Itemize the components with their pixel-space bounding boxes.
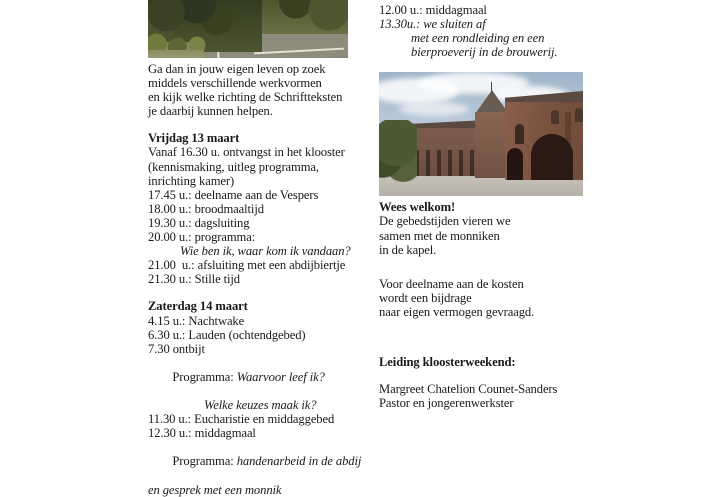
friday-line: 21.30 u.: Stille tijd — [148, 272, 241, 287]
leadership-role: Pastor en jongerenwerkster — [379, 396, 514, 411]
saturday-programme-label-2: Programma: — [172, 454, 234, 469]
saturday-programme-row-2 — [148, 440, 360, 482]
friday-line: (kennismaking, uitleg programma, — [148, 159, 319, 174]
sunday-section — [379, 3, 594, 59]
friday-heading: Vrijdag 13 maart — [148, 131, 240, 146]
saturday-section — [148, 299, 360, 496]
welcome-line: De gebedstijden vieren we — [379, 214, 511, 229]
intro-line: en kijk welke richting de Schriftteksten — [148, 90, 343, 105]
leadership-section — [379, 355, 594, 410]
costs-line: wordt een bijdrage — [379, 290, 472, 305]
intro-line: je daarbij kunnen helpen. — [148, 104, 273, 119]
saturday-programme-row — [148, 356, 360, 398]
friday-line: 21.00 u.: afsluiting met een abdijbiertje — [148, 258, 346, 273]
welcome-line: samen met de monniken — [379, 228, 500, 243]
saturday-line: 4.15 u.: Nachtwake — [148, 313, 245, 328]
saturday-line: 6.30 u.: Lauden (ochtendgebed) — [148, 327, 306, 342]
friday-line: 17.45 u.: deelname aan de Vespers — [148, 187, 319, 202]
costs-section — [379, 277, 594, 319]
friday-line: Vanaf 16.30 u. ontvangst in het klooster — [148, 145, 345, 160]
saturday-programme-theme-1: Waarvoor leef ik? — [236, 369, 325, 384]
sunday-closing-line-2: bierproeverij in de brouwerij. — [411, 45, 558, 60]
saturday-heading: Zaterdag 14 maart — [148, 299, 248, 314]
saturday-programme-theme-3: handenarbeid in de abdij — [236, 454, 362, 469]
right-column — [379, 0, 594, 410]
left-column — [148, 0, 360, 497]
intro-paragraph — [148, 62, 360, 118]
welcome-line: in de kapel. — [379, 242, 437, 257]
saturday-line: 7.30 ontbijt — [148, 341, 205, 356]
costs-line: naar eigen vermogen gevraagd. — [379, 304, 535, 319]
saturday-programme-theme-2: Welke keuzes maak ik? — [204, 398, 317, 413]
friday-section — [148, 131, 360, 286]
welcome-section — [379, 200, 594, 256]
saturday-line: 11.30 u.: Eucharistie en middaggebed — [148, 412, 335, 427]
intro-line: Ga dan in jouw eigen leven op zoek — [148, 62, 326, 76]
friday-programme-theme: Wie ben ik, waar kom ik vandaan? — [180, 244, 351, 259]
sunday-closing-time: 13.30u.: we sluiten af — [379, 17, 486, 32]
friday-line: inrichting kamer) — [148, 173, 235, 188]
saturday-line: 12.30 u.: middagmaal — [148, 426, 256, 441]
saturday-programme-theme-4: en gesprek met een monnik — [148, 482, 282, 497]
friday-line: 19.30 u.: dagsluiting — [148, 215, 250, 230]
friday-line: 20.00 u.: programma: — [148, 230, 256, 245]
leadership-heading: Leiding kloosterweekend: — [379, 355, 516, 370]
intro-line: middels verschillende werkvormen — [148, 76, 322, 91]
leadership-name: Margreet Chatelion Counet-Sanders — [379, 382, 558, 397]
costs-line: Voor deelname aan de kosten — [379, 276, 524, 291]
sunday-line: 12.00 u.: middagmaal — [379, 3, 487, 17]
welcome-heading: Wees welkom! — [379, 200, 456, 215]
friday-line: 18.00 u.: broodmaaltijd — [148, 201, 264, 216]
saturday-programme-label: Programma: — [172, 369, 234, 384]
sunday-closing-line-1: met een rondleiding en een — [411, 31, 545, 46]
